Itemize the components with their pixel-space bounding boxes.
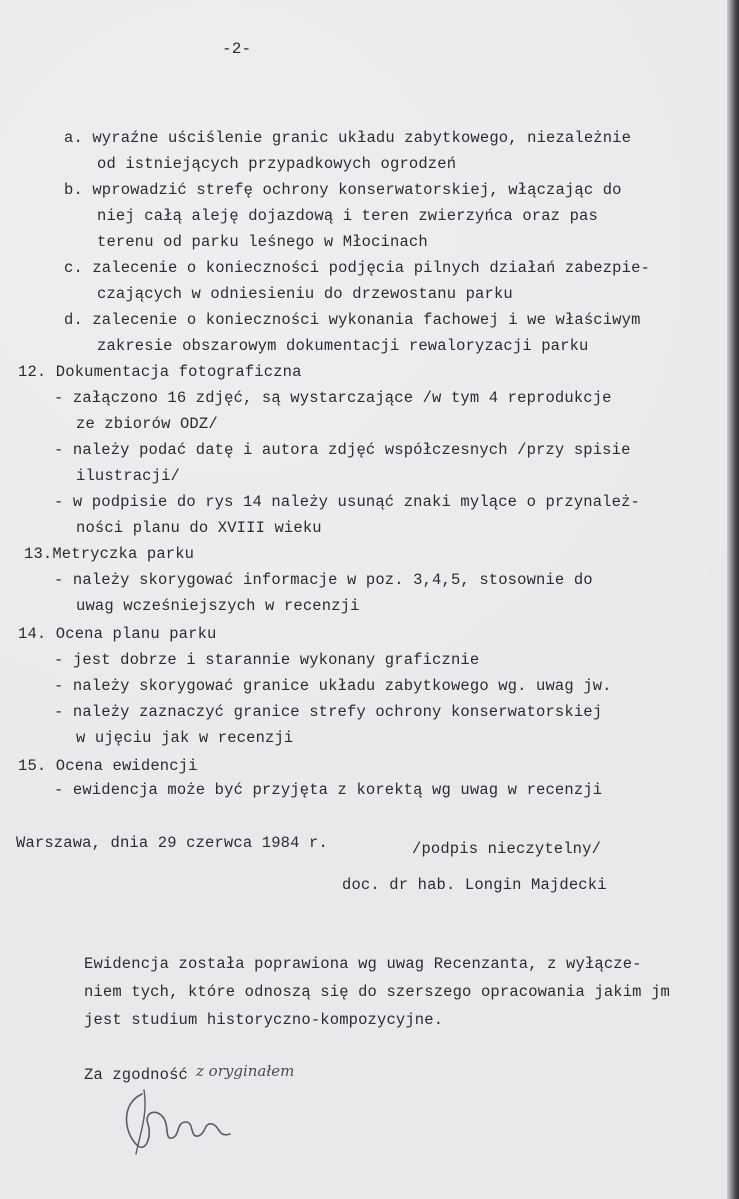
signatory-name: doc. dr hab. Longin Majdecki	[342, 876, 607, 894]
text-line: ze zbiorów ODZ/	[76, 415, 218, 433]
text-line: jest studium historyczno-kompozycyjne.	[84, 1011, 444, 1029]
text-line: - należy skorygować informacje w poz. 3,4,5, stosownie do	[54, 571, 593, 589]
signature-note: /podpis nieczytelny/	[412, 840, 602, 858]
text-line: terenu od parku leśnego w Młocinach	[97, 233, 428, 251]
text-line: Ewidencja została poprawiona wg uwag Recenzanta, z wyłącze-	[84, 955, 642, 973]
text-line: - należy podać datę i autora zdjęć współczesnych /przy spisie	[54, 441, 631, 459]
text-line: - ewidencja może być przyjęta z korektą wg uwag w recenzji	[54, 781, 603, 799]
handwritten-note: z oryginałem	[196, 1062, 295, 1080]
section-heading: 15. Ocena ewidencji	[18, 757, 198, 775]
certification-label: Za zgodność	[84, 1066, 188, 1084]
text-line: uwag wcześniejszych w recenzji	[76, 597, 360, 615]
text-line: ilustracji/	[76, 467, 180, 485]
section-heading: 14. Ocena planu parku	[18, 625, 217, 643]
text-line: - załączono 16 zdjęć, są wystarczające /w tym 4 reprodukcje	[54, 389, 612, 407]
text-line: ności planu do XVIII wieku	[76, 519, 322, 537]
text-line: c. zalecenie o konieczności podjęcia pilnych działań zabezpie-	[64, 259, 650, 277]
text-line: w ujęciu jak w recenzji	[76, 729, 294, 747]
text-line: - w podpisie do rys 14 należy usunąć znaki mylące o przynależ-	[54, 493, 640, 511]
text-line: niej całą aleję dojazdową i teren zwierzyńca oraz pas	[97, 207, 598, 225]
text-line: niem tych, które odnoszą się do szerszego opracowania jakim jm	[84, 983, 670, 1001]
text-line: od istniejących przypadkowych ogrodzeń	[97, 155, 457, 173]
scan-edge	[727, 0, 739, 1199]
text-line: b. wprowadzić strefę ochrony konserwatorskiej, włączając do	[64, 181, 622, 199]
handwritten-signature	[80, 1064, 330, 1164]
text-line: czających w odniesieniu do drzewostanu parku	[97, 285, 513, 303]
text-line: - jest dobrze i starannie wykonany graficznie	[54, 651, 480, 669]
place-date: Warszawa, dnia 29 czerwca 1984 r.	[16, 834, 328, 852]
text-line: - należy zaznaczyć granice strefy ochrony konserwatorskiej	[54, 703, 603, 721]
section-heading: 13.Metryczka parku	[24, 545, 195, 563]
text-line: - należy skorygować granice układu zabytkowego wg. uwag jw.	[54, 677, 612, 695]
page-number: -2-	[222, 40, 252, 58]
text-line: zakresie obszarowym dokumentacji rewaloryzacji parku	[97, 337, 589, 355]
section-heading: 12. Dokumentacja fotograficzna	[18, 363, 302, 381]
text-line: a. wyraźne uściślenie granic układu zabytkowego, niezależnie	[64, 129, 632, 147]
text-line: d. zalecenie o konieczności wykonania fachowej i we właściwym	[64, 311, 641, 329]
